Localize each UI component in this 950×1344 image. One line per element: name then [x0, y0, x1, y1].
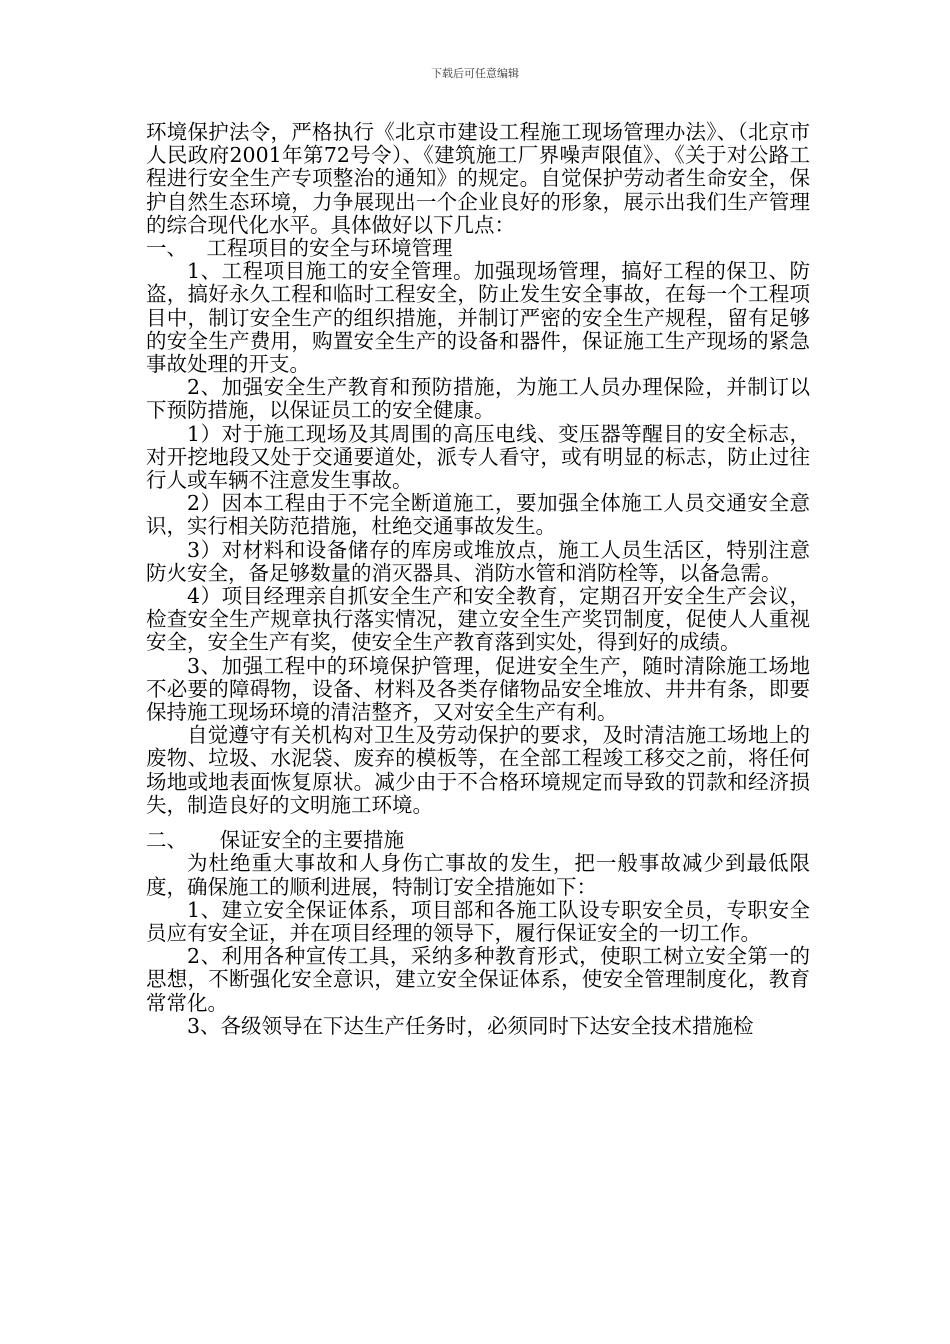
paragraph: 3、各级领导在下达生产任务时，必须同时下达安全技术措施检 [187, 1013, 754, 1038]
paragraph-intro: 环境保护法令，严格执行《北京市建设工程施工现场管理办法》、（北京市人民政府2001年第72号令）、《建筑施工厂界噪声限值》、《关于对公路工程进行安全生产专项整治的通知》的规定。自觉保护劳动者生命安全，保护自然生态环境，力争展现出一个企业良好的形象，展示出我们生产管理的综合现代化水平。具体做好以下几点： [146, 120, 810, 237]
paragraph: 4）项目经理亲自抓安全生产和安全教育，定期召开安全生产会议，检查安全生产规章执行落实情况，建立安全生产奖罚制度，促使人人重视安全，安全生产有奖，使安全生产教育落到实处，得到好的成绩。 [146, 584, 810, 655]
paragraph: 为杜绝重大事故和人身伤亡事故的发生，把一般事故减少到最低限度，确保施工的顺利进展，特制订安全措施如下： [146, 851, 810, 899]
paragraph: 1、工程项目施工的安全管理。加强现场管理，搞好工程的保卫、防盗，搞好永久工程和临时工程安全，防止发生安全事故，在每一个工程项目中，制订安全生产的组织措施，并制订严密的安全生产规程，留有足够的安全生产费用，购置安全生产的设备和器件，保证施工生产现场的紧急事故处理的开支。 [146, 259, 810, 377]
paragraph: 2、利用各种宣传工具，采纳多种教育形式，使职工树立安全第一的思想，不断强化安全意识，建立安全保证体系，使安全管理制度化，教育常常化。 [146, 944, 810, 1015]
page-header-note: 下载后可任意编辑 [431, 67, 519, 80]
paragraph: 3）对材料和设备储存的库房或堆放点，施工人员生活区，特别注意防火安全，备足够数量的消灭器具、消防水管和消防栓等，以备急需。 [146, 537, 810, 585]
paragraph: 1、建立安全保证体系，项目部和各施工队设专职安全员，专职安全员应有安全证，并在项目经理的领导下，履行保证安全的一切工作。 [146, 897, 810, 945]
section-heading-1: 一、 工程项目的安全与环境管理 [146, 236, 453, 261]
document-body [146, 121, 810, 1038]
paragraph: 2、加强安全生产教育和预防措施，为施工人员办理保险，并制订以下预防措施，以保证员工的安全健康。 [146, 375, 810, 423]
section-heading-2: 二、 保证安全的主要措施 [146, 828, 405, 853]
paragraph: 3、加强工程中的环境保护管理，促进安全生产，随时清除施工场地不必要的障碍物，设备、材料及各类存储物品安全堆放、井井有条，即要保持施工现场环境的清洁整齐，又对安全生产有利。 [146, 653, 810, 725]
paragraph: 1）对于施工现场及其周围的高压电线、变压器等醒目的安全标志，对开挖地段又处于交通要道处，派专人看守，或有明显的标志，防止过往行人或车辆不注意发生事故。 [146, 421, 810, 493]
paragraph: 2）因本工程由于不完全断道施工，要加强全体施工人员交通安全意识，实行相关防范措施，杜绝交通事故发生。 [146, 491, 810, 539]
paragraph: 自觉遵守有关机构对卫生及劳动保护的要求，及时清洁施工场地上的废物、垃圾、水泥袋、废弃的模板等，在全部工程竣工移交之前，将任何场地或地表面恢复原状。减少由于不合格环境规定而导致的罚款和经济损失，制造良好的文明施工环境。 [146, 723, 810, 817]
